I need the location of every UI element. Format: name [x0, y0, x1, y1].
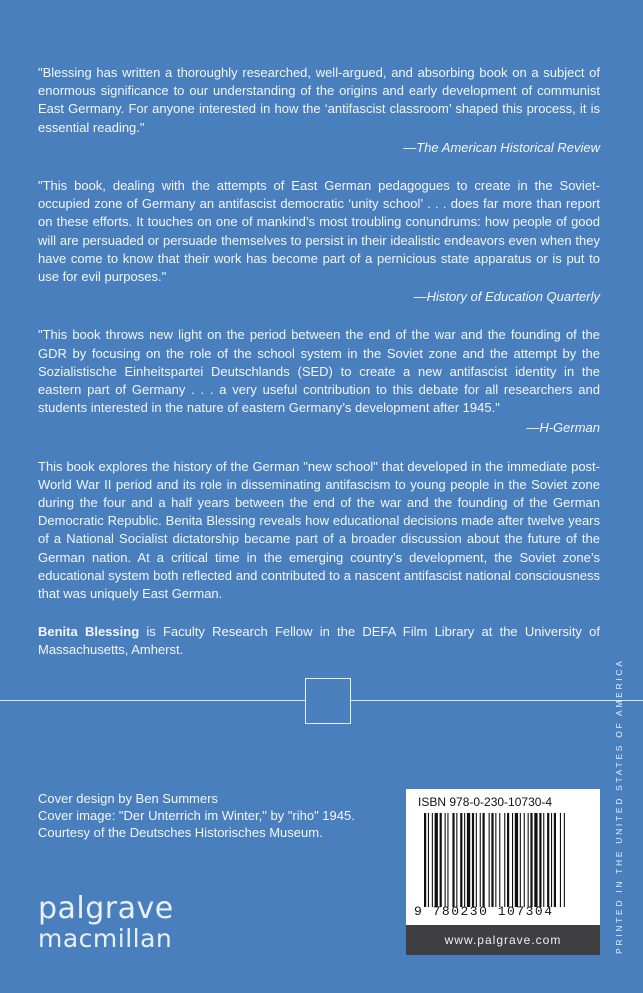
barcode-bar: [472, 813, 474, 907]
barcode-bar: [489, 813, 490, 907]
barcode-bar: [491, 813, 493, 907]
author-bio: [38, 623, 600, 659]
barcode-bar: [554, 813, 556, 907]
divider-line-right: [351, 700, 643, 701]
barcode-bar: [432, 813, 433, 907]
publisher-url: www.palgrave.com: [406, 925, 600, 955]
barcode-bar: [464, 813, 465, 907]
barcode-bar: [435, 813, 438, 907]
review-1: [38, 64, 600, 157]
review-source: —The American Historical Review: [403, 139, 600, 155]
review-source: —H-German: [526, 420, 600, 436]
barcode-bar: [530, 813, 532, 907]
barcode-bar: [480, 813, 481, 907]
publisher-logo-line1: palgrave: [38, 891, 174, 926]
barcode-bar: [564, 813, 565, 907]
barcode-bar: [483, 813, 485, 907]
barcode-panel: [406, 789, 600, 955]
barcode-bar: [504, 813, 505, 907]
review-source: —History of Education Quarterly: [413, 289, 600, 305]
barcode-background: [406, 789, 600, 925]
barcode-bar: [551, 813, 552, 907]
barcode-bar: [520, 813, 521, 907]
review-quote: "Blessing has written a thoroughly researched, well-argued, and absorbing book on a subject of enormous significance to our understanding of the origins and early development of communist East Germany. For anyone interested in how the ‘antifascist classroom’ shaped this process, it is essential reading.": [38, 65, 600, 135]
barcode-bar: [445, 813, 446, 907]
barcode-bar: [499, 813, 500, 907]
barcode-bar: [424, 813, 426, 907]
courtesy-credit: Courtesy of the Deutsches Historisches Museum.: [38, 825, 323, 840]
barcode-icon: [424, 813, 584, 907]
barcode-digits: 9 780230 107304: [414, 904, 554, 919]
book-description: This book explores the history of the German "new school" that developed in the immediate post-World War II period and its role in disseminating antifascism to young people in the Soviet zone during the four and a half years between the end of the war and the founding of the German Democratic Republic. Benita Blessing reveals how educational decisions made after twelve years of a National Socialist dictatorship became part of a broader discussion about the future of the German nation. At a critical time in the emerging country’s development, the Soviet zone’s educational system both reflected and contributed to a nascent antifascist national consciousness that was uniquely East German.: [38, 458, 600, 602]
printed-in-usa: PRINTED IN THE UNITED STATES OF AMERICA: [614, 658, 624, 954]
barcode-bar: [539, 813, 541, 907]
review-quote: "This book throws new light on the period between the end of the war and the founding of the GDR by focusing on the role of the school system in the Soviet zone and the attempt by the Sozialistische Einheitspartei Deutschlands (SED) to create a new antifascist identity in the eastern part of Germany . . . a very useful contribution to this debate for all researchers and students interested in the nature of eastern Germany’s development after 1945.": [38, 327, 600, 416]
barcode-bar: [534, 813, 537, 907]
isbn-label: ISBN 978-0-230-10730-4: [418, 795, 553, 809]
publisher-logo: [38, 893, 174, 953]
barcode-bar: [456, 813, 457, 907]
barcode-bar: [440, 813, 442, 907]
back-cover-text: [38, 64, 600, 660]
divider-line-left: [0, 700, 305, 701]
barcode-bar: [467, 813, 470, 907]
barcode-bar: [447, 813, 448, 907]
publisher-logo-line2: macmillan: [38, 924, 173, 953]
review-quote: "This book, dealing with the attempts of East German pedagogues to create in the Soviet-occupied zone of Germany an antifascist democratic ‘unity school’ . . . does far more than report on these efforts. It touches on one of mankind’s most troubling conundrums: how people of good will are persuaded or persuade themselves to persist in their idealistic endeavors even when they have come to know that their work has become part of a pernicious state apparatus or is put to use for evil purposes.": [38, 178, 600, 285]
author-name: Benita Blessing: [38, 624, 140, 640]
cover-credits: [38, 790, 355, 841]
review-2: [38, 177, 600, 306]
barcode-bar: [543, 813, 544, 907]
barcode-bar: [495, 813, 496, 907]
barcode-bar: [428, 813, 429, 907]
decorative-square: [305, 678, 351, 724]
barcode-bar: [452, 813, 454, 907]
barcode-bar: [460, 813, 462, 907]
barcode-bar: [547, 813, 549, 907]
barcode-bar: [476, 813, 477, 907]
barcode-bar: [515, 813, 518, 907]
barcode-bar: [560, 813, 561, 907]
barcode-bar: [507, 813, 509, 907]
author-bio-text: is Faculty Research Fellow in the DEFA Film Library at the University of Massachusetts, Amherst.: [38, 624, 600, 658]
cover-image-credit: Cover image: "Der Unterrich im Winter," by "riho" 1945.: [38, 808, 355, 823]
barcode-bar: [524, 813, 525, 907]
cover-design-credit: Cover design by Ben Summers: [38, 791, 218, 806]
barcode-bar: [512, 813, 513, 907]
review-3: [38, 326, 600, 437]
barcode-bar: [528, 813, 529, 907]
